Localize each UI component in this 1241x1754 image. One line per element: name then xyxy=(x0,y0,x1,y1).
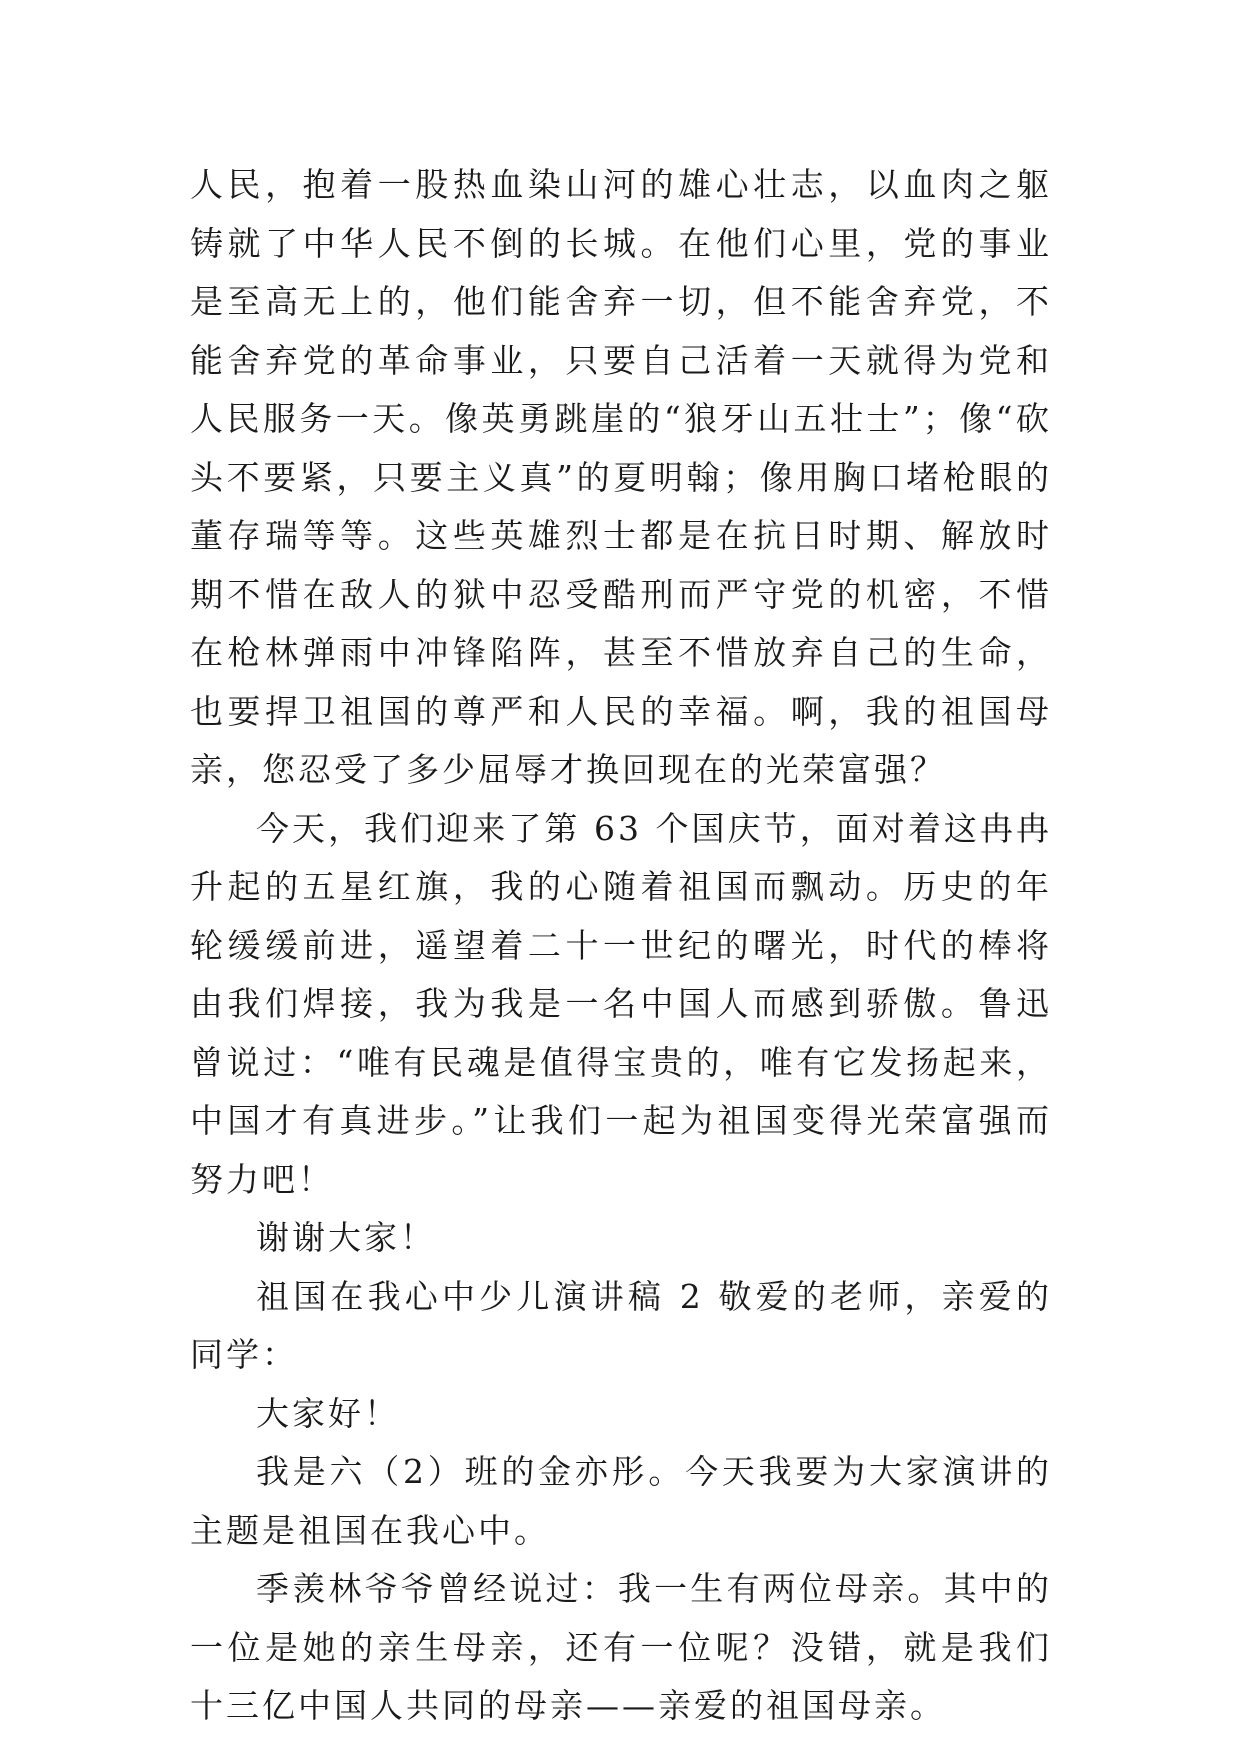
paragraph-two-mothers: 季羡林爷爷曾经说过：我一生有两位母亲。其中的一位是她的亲生母亲，还有一位呢？没错，就是我们十三亿中国人共同的母亲——亲爱的祖国母亲。 xyxy=(190,1569,1052,1725)
paragraph-greeting: 大家好！ xyxy=(256,1393,400,1433)
paragraph-national-day: 今天，我们迎来了第 63 个国庆节，面对着这冉冉升起的五星红旗，我的心随着祖国而飘动。历史的年轮缓缓前进，遥望着二十一世纪的曙光，时代的棒将由我们焊接，我为我是一名中国人而感到骄傲。鲁迅曾说过：“唯有民魂是值得宝贵的，唯有它发扬起来，中国才有真进步。”让我们一起为祖国变得光荣富强而努力吧！ xyxy=(190,808,1052,1199)
paragraph-continued: 人民，抱着一股热血染山河的雄心壮志，以血肉之躯铸就了中华人民不倒的长城。在他们心里，党的事业是至高无上的，他们能舍弃一切，但不能舍弃党，不能舍弃党的革命事业，只要自己活着一天就得为党和人民服务一天。像英勇跳崖的“狼牙山五壮士”；像“砍头不要紧，只要主义真”的夏明翰；像用胸口堵枪眼的董存瑞等等。这些英雄烈士都是在抗日时期、解放时期不惜在敌人的狱中忍受酷刑而严守党的机密，不惜在枪林弹雨中冲锋陷阵，甚至不惜放弃自己的生命，也要捍卫祖国的尊严和人民的幸福。啊，我的祖国母亲，您忍受了多少屈辱才换回现在的光荣富强？ xyxy=(190,165,1052,789)
paragraph-thanks: 谢谢大家！ xyxy=(256,1218,436,1257)
document-body xyxy=(190,156,1052,1736)
paragraph-introduction: 我是六（2）班的金亦彤。今天我要为大家演讲的主题是祖国在我心中。 xyxy=(190,1452,1052,1550)
paragraph-speech-title: 祖国在我心中少儿演讲稿 2 敬爱的老师，亲爱的同学： xyxy=(190,1276,1052,1374)
